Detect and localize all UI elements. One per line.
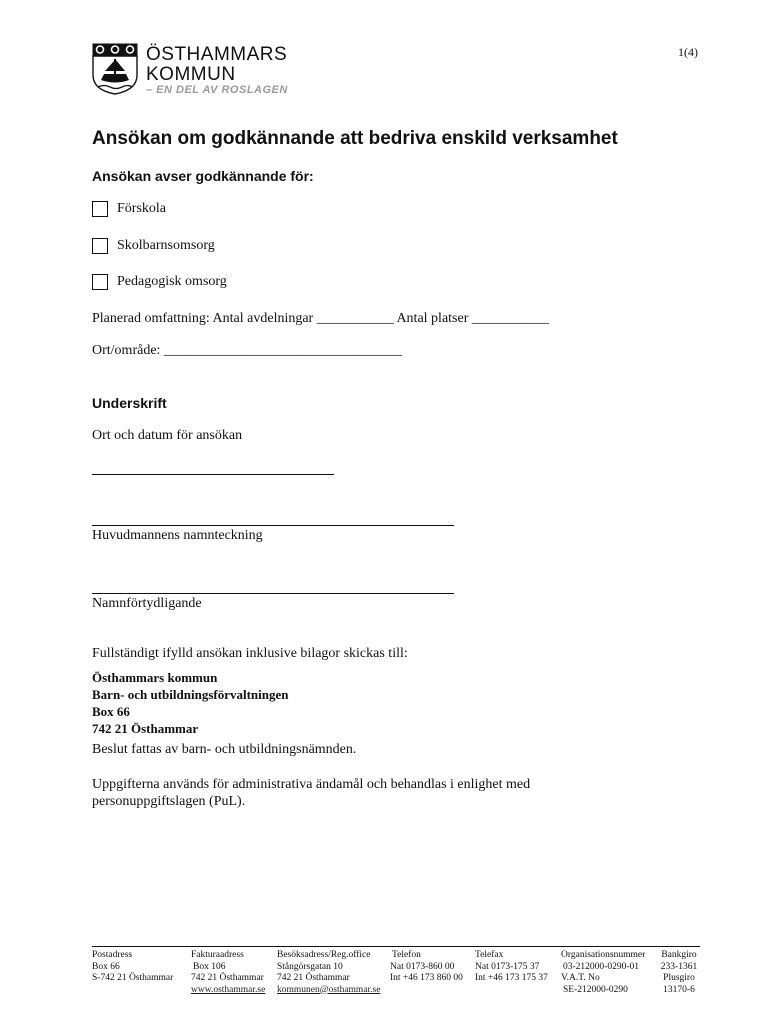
- page-title: Ansökan om godkännande att bedriva enskild verksamhet: [92, 128, 618, 149]
- logo-tagline: – EN DEL AV ROSLAGEN: [146, 84, 288, 96]
- footer-heading: Postadress: [92, 950, 133, 960]
- place-date-line[interactable]: [92, 474, 334, 475]
- address-line: Box 66: [92, 704, 130, 719]
- option-label: Pedagogisk omsorg: [117, 274, 227, 289]
- footer-value: Nat 0173-860 00: [390, 961, 455, 972]
- footer-value: Box 106: [193, 961, 226, 972]
- footer-postadress: [92, 950, 173, 985]
- footer-heading: Bankgiro: [661, 950, 697, 960]
- footer-value: 233-1361: [660, 961, 698, 972]
- footer-telefax: [475, 950, 548, 985]
- footer-organisationsnummer: [561, 950, 645, 996]
- address-line: 742 21 Östhammar: [92, 721, 199, 736]
- footer-divider: [92, 946, 700, 947]
- section-subtitle: Ansökan avser godkännande för:: [92, 168, 314, 184]
- name-clarification-label: Namnförtydligande: [92, 596, 202, 611]
- footer-value: SE-212000-0290: [563, 984, 628, 995]
- footer-heading: Telefax: [475, 950, 504, 960]
- footer-value: Box 66: [92, 961, 120, 972]
- privacy-note-line1: Uppgifterna används för administrativa ändamål och behandlas i enlighet med: [92, 777, 531, 792]
- option-label: Skolbarnsomsorg: [117, 238, 215, 253]
- area-field[interactable]: Ort/område: __________________________________: [92, 343, 402, 358]
- signature-line[interactable]: [92, 525, 454, 526]
- address-line: Östhammars kommun: [92, 670, 218, 685]
- footer-heading: Plusgiro: [663, 973, 695, 983]
- footer-value: 742 21 Östhammar: [191, 973, 264, 983]
- logo-name-line2: KOMMUN: [146, 64, 236, 85]
- privacy-note-line2: personuppgiftslagen (PuL).: [92, 794, 246, 809]
- footer-heading: V.A.T. No: [561, 973, 600, 983]
- page-number: 1(4): [678, 45, 698, 59]
- checkbox-skolbarnsomsorg[interactable]: [92, 238, 108, 254]
- footer-email-link[interactable]: kommunen@osthammar.se: [277, 984, 381, 995]
- signature-label: Huvudmannens namnteckning: [92, 528, 263, 543]
- address-line: Barn- och utbildningsförvaltningen: [92, 687, 289, 702]
- option-forskola[interactable]: [92, 201, 166, 217]
- submit-intro: Fullständigt ifylld ansökan inklusive bilagor skickas till:: [92, 646, 408, 661]
- footer-value: Int +46 173 175 37: [475, 973, 548, 983]
- footer-value: S-742 21 Östhammar: [92, 973, 174, 983]
- footer-fakturaadress: [191, 950, 265, 996]
- name-clarification-line[interactable]: [92, 593, 454, 594]
- option-skolbarnsomsorg[interactable]: [92, 238, 215, 254]
- option-pedagogisk-omsorg[interactable]: [92, 274, 227, 290]
- recipient-address: [92, 669, 289, 737]
- footer-value: 03-212000-0290-01: [563, 961, 639, 972]
- footer-heading: Organisationsnummer: [561, 950, 646, 960]
- footer-value: 13170-6: [663, 984, 695, 995]
- footer-heading: Fakturaadress: [191, 950, 244, 960]
- footer-value: 742 21 Östhammar: [277, 973, 350, 983]
- footer-value: Int +46 173 860 00: [390, 973, 463, 983]
- scope-field[interactable]: Planerad omfattning: Antal avdelningar ___________ Antal platser ___________: [92, 311, 549, 326]
- coat-of-arms-icon: [92, 43, 138, 95]
- footer-telefon: [390, 950, 463, 985]
- decision-note: Beslut fattas av barn- och utbildningsnämnden.: [92, 742, 357, 757]
- footer-bankgiro: [658, 950, 700, 996]
- option-label: Förskola: [117, 201, 166, 216]
- checkbox-pedagogisk-omsorg[interactable]: [92, 274, 108, 290]
- signature-heading: Underskrift: [92, 395, 167, 411]
- footer-value: Stångörsgatan 10: [277, 961, 343, 972]
- footer-web-link[interactable]: www.osthammar.se: [191, 984, 266, 995]
- logo: [92, 43, 138, 95]
- footer-value: Nat 0173-175 37: [475, 961, 540, 972]
- checkbox-forskola[interactable]: [92, 201, 108, 217]
- logo-name-line1: ÖSTHAMMARS: [146, 44, 288, 65]
- footer-heading: Besöksadress/Reg.office: [277, 950, 371, 960]
- footer-heading: Telefon: [392, 950, 421, 960]
- place-date-label: Ort och datum för ansökan: [92, 428, 243, 443]
- footer-besoksadress: [277, 950, 380, 996]
